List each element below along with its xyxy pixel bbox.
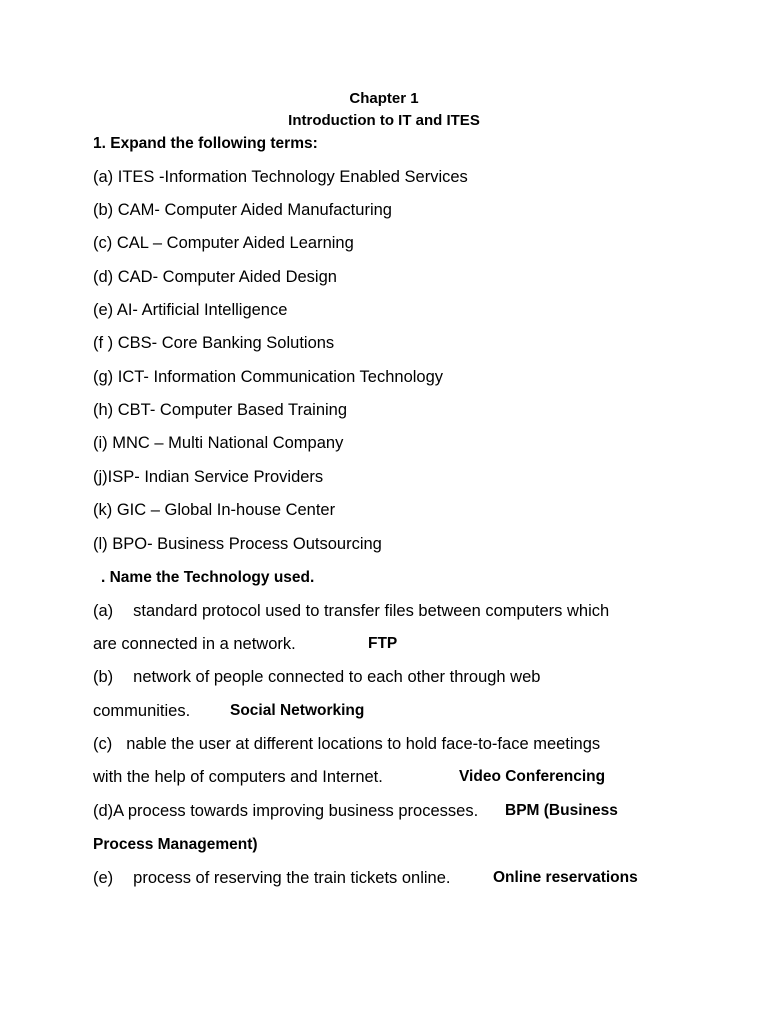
question-b-text1: network of people connected to each other through web: [133, 668, 541, 686]
chapter-title: Introduction to IT and ITES: [288, 112, 480, 129]
answer-b: Social Networking: [230, 702, 365, 719]
question-c-marker: (c): [93, 735, 113, 753]
question-a-text1: standard protocol used to transfer files between computers which: [133, 602, 610, 620]
term-item-h: (h) CBT- Computer Based Training: [93, 401, 348, 419]
question-e-marker: (e): [93, 869, 114, 887]
term-item-c: (c) CAL – Computer Aided Learning: [93, 234, 354, 252]
question-a-line1: [93, 600, 609, 622]
question-c-line1: [93, 733, 600, 755]
answer-d-part1: BPM (Business: [505, 802, 618, 819]
question-c-line2: with the help of computers and Internet.: [93, 768, 383, 786]
term-item-l: (l) BPO- Business Process Outsourcing: [93, 535, 382, 553]
question-a-line2: are connected in a network.: [93, 635, 296, 653]
question-e-line1: [93, 867, 451, 889]
term-item-k: (k) GIC – Global In-house Center: [93, 501, 336, 519]
question-b-marker: (b): [93, 668, 114, 686]
section1-heading: 1. Expand the following terms:: [93, 135, 318, 152]
term-item-i: (i) MNC – Multi National Company: [93, 434, 344, 452]
section2-heading: . Name the Technology used.: [101, 569, 315, 586]
term-item-j: (j)ISP- Indian Service Providers: [93, 468, 324, 486]
answer-a: FTP: [368, 635, 398, 652]
chapter-number: Chapter 1: [349, 90, 419, 107]
term-item-d: (d) CAD- Computer Aided Design: [93, 268, 337, 286]
question-b-line2: communities.: [93, 702, 191, 720]
question-b-line1: [93, 666, 540, 688]
answer-d-part2: Process Management): [93, 836, 258, 853]
question-d-line1: (d)A process towards improving business processes.: [93, 802, 479, 820]
term-item-g: (g) ICT- Information Communication Technology: [93, 368, 444, 386]
answer-e: Online reservations: [493, 869, 638, 886]
term-item-a: (a) ITES -Information Technology Enabled Services: [93, 168, 468, 186]
question-a-marker: (a): [93, 602, 114, 620]
answer-c: Video Conferencing: [459, 768, 606, 785]
term-item-b: (b) CAM- Computer Aided Manufacturing: [93, 201, 392, 219]
term-item-f: (f ) CBS- Core Banking Solutions: [93, 334, 335, 352]
question-c-text1: nable the user at different locations to hold face-to-face meetings: [126, 735, 601, 753]
question-e-text1: process of reserving the train tickets online.: [133, 869, 451, 887]
term-item-e: (e) AI- Artificial Intelligence: [93, 301, 288, 319]
